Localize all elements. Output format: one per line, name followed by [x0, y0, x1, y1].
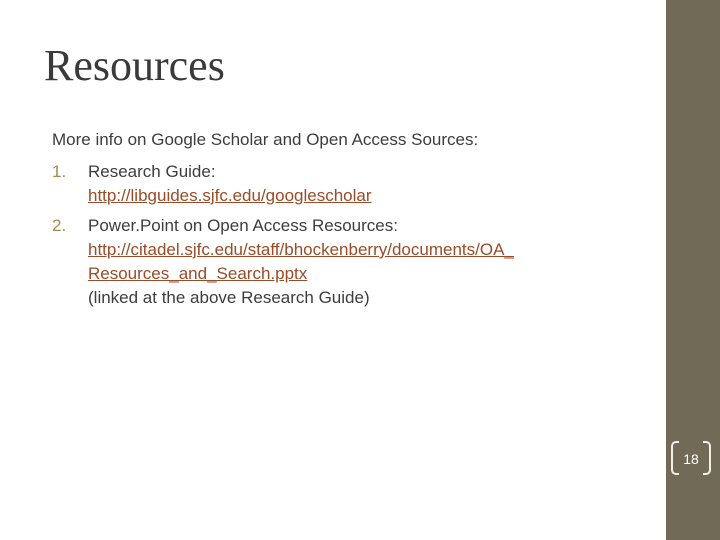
- link-note: (linked at the above Research Guide): [88, 288, 370, 307]
- resource-list: [52, 160, 652, 310]
- slide-title: Resources: [44, 41, 225, 90]
- page-number: 18: [683, 451, 699, 467]
- slide-content: [52, 128, 652, 316]
- research-guide-link[interactable]: http://libguides.sjfc.edu/googlescholar: [88, 186, 372, 205]
- powerpoint-link-line2[interactable]: Resources_and_Search.pptx: [88, 264, 308, 283]
- intro-text: More info on Google Scholar and Open Access Sources:: [52, 130, 479, 149]
- list-number: 2.: [52, 216, 67, 235]
- list-item: [52, 214, 652, 310]
- list-item-text: Research Guide:: [88, 162, 216, 181]
- list-item: [52, 160, 652, 208]
- powerpoint-link-line1[interactable]: http://citadel.sjfc.edu/staff/bhockenberry/documents/OA_: [88, 240, 514, 259]
- list-number: 1.: [52, 162, 67, 181]
- list-item-text: Power.Point on Open Access Resources:: [88, 216, 398, 235]
